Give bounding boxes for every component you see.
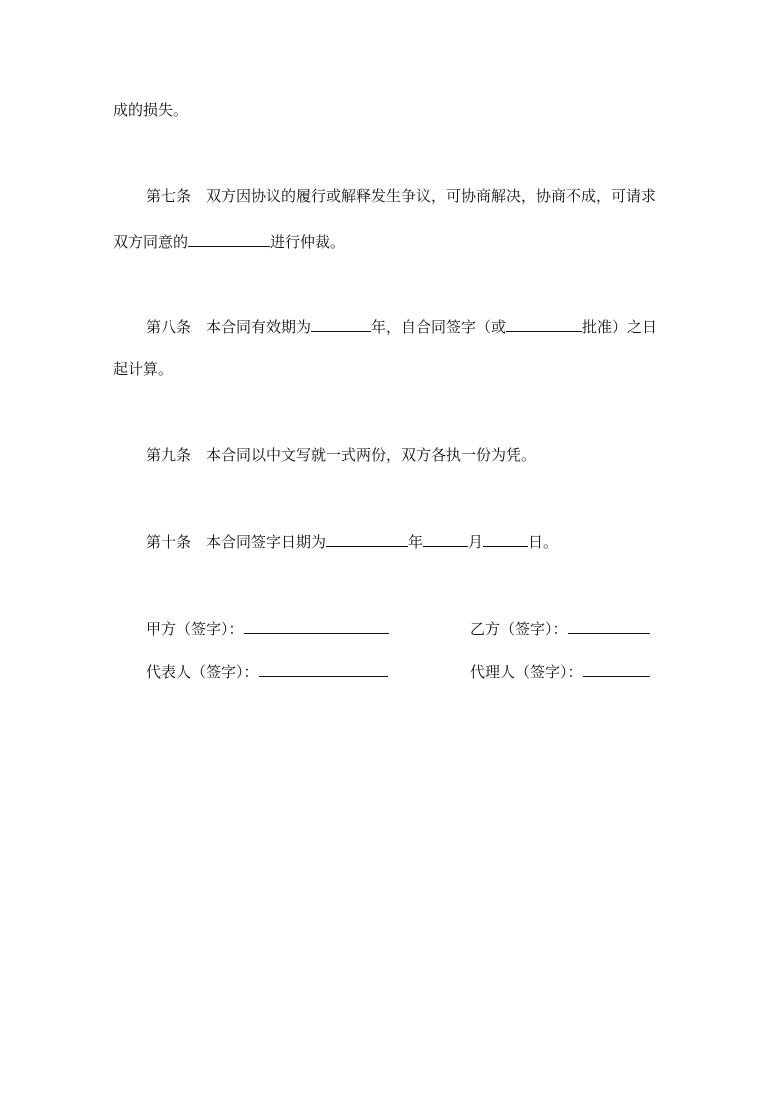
- party-b-signature: [470, 618, 650, 639]
- sign-month-blank: [423, 531, 468, 547]
- article-8-part-b: 年，自合同签字（或: [371, 318, 507, 336]
- article-7-line-1: 第七条 双方因协议的履行或解释发生争议，可协商解决，协商不成，可请求: [146, 187, 657, 205]
- article-8-part-c: 批准）之日: [582, 318, 658, 336]
- approval-authority-blank: [506, 316, 582, 332]
- agent-b-signature: [470, 661, 650, 682]
- sign-day-blank: [483, 531, 528, 547]
- article-10-day: 日。: [528, 533, 559, 551]
- article-6-tail: 成的损失。: [113, 101, 189, 119]
- article-8-part-a: 第八条 本合同有效期为: [146, 318, 312, 336]
- sign-year-blank: [326, 531, 408, 547]
- representative-a-signature-blank: [259, 661, 388, 677]
- article-10-month: 月: [468, 533, 484, 551]
- article-7-line-2: [113, 231, 345, 252]
- representative-a-signature: [146, 661, 388, 682]
- article-7-suffix: 进行仲裁。: [270, 233, 346, 251]
- article-10-prefix: 第十条 本合同签字日期为: [146, 533, 327, 551]
- article-9: 第九条 本合同以中文写就一式两份，双方各执一份为凭。: [146, 446, 537, 464]
- article-8-line-2: 起计算。: [113, 360, 174, 378]
- article-7-prefix: 双方同意的: [113, 233, 189, 251]
- party-a-signature: [146, 618, 389, 639]
- representative-a-label: 代表人（签字）：: [146, 663, 259, 681]
- agent-b-label: 代理人（签字）：: [470, 663, 583, 681]
- arbitration-body-blank: [188, 231, 270, 247]
- party-a-label: 甲方（签字）：: [146, 620, 244, 638]
- validity-years-blank: [311, 316, 371, 332]
- article-8-line-1: [146, 316, 657, 337]
- article-10-year: 年: [408, 533, 424, 551]
- party-a-signature-blank: [244, 618, 389, 634]
- agent-b-signature-blank: [583, 661, 650, 677]
- party-b-signature-blank: [568, 618, 650, 634]
- article-10: [146, 531, 558, 552]
- party-b-label: 乙方（签字）：: [470, 620, 568, 638]
